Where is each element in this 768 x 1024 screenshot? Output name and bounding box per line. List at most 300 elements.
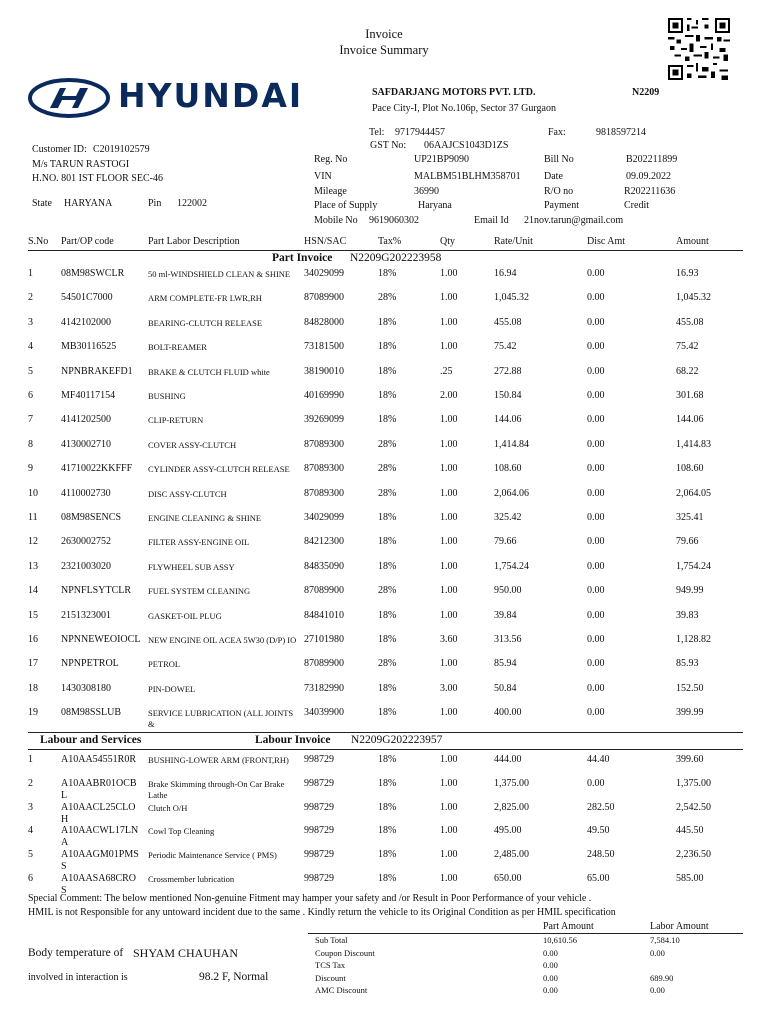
labor-amount-header: Labor Amount <box>650 921 709 932</box>
cell-sno: 7 <box>28 414 33 426</box>
cell-amount: 1,414.83 <box>676 438 711 450</box>
payment-label: Payment <box>544 200 579 211</box>
cell-desc: BRAKE & CLUTCH FLUID white <box>148 366 270 377</box>
cell-hsn: 84835090 <box>304 560 344 572</box>
cell-hsn: 84828000 <box>304 316 344 328</box>
labour-invoice-number: N2209G202223957 <box>351 734 443 746</box>
cell-amount: 445.50 <box>676 825 704 837</box>
cell-desc: Periodic Maintenance Service ( PMS) <box>148 850 277 861</box>
cell-desc: PETROL <box>148 659 181 670</box>
cell-desc: Crossmember lubrication <box>148 874 235 884</box>
cell-qty: 1.00 <box>440 438 458 450</box>
cell-amount: 85.93 <box>676 658 699 670</box>
cell-qty: 1.00 <box>440 341 458 353</box>
date-value: 09.09.2022 <box>626 171 671 182</box>
cell-rate: 75.42 <box>494 341 517 353</box>
cell-code: 4142102000 <box>61 316 111 328</box>
cell-hsn: 87089900 <box>304 292 344 304</box>
body-temp-label: Body temperature of <box>28 947 124 959</box>
cell-disc: 0.00 <box>587 560 605 572</box>
cell-disc: 248.50 <box>587 849 615 861</box>
state-label: State <box>32 198 52 209</box>
pin-label: Pin <box>148 198 162 209</box>
cell-sno: 5 <box>28 849 33 861</box>
cell-code: 4141202500 <box>61 414 111 426</box>
cell-desc: ARM COMPLETE-FR LWR,RH <box>148 293 262 304</box>
col-tax: Tax% <box>378 236 402 247</box>
cell-sno: 14 <box>28 585 38 597</box>
cell-qty: 1.00 <box>440 754 458 765</box>
cell-hsn: 998729 <box>304 849 334 861</box>
cell-sno: 6 <box>28 390 33 401</box>
cell-amount: 79.66 <box>676 536 699 548</box>
gst-label: GST No: <box>370 140 407 151</box>
cell-tax: 18% <box>378 801 397 813</box>
cell-hsn: 87089300 <box>304 463 344 475</box>
cell-tax: 18% <box>378 634 397 645</box>
cell-rate: 79.66 <box>494 536 517 548</box>
summary-label: TCS Tax <box>315 960 346 971</box>
cell-sno: 15 <box>28 609 38 621</box>
cell-code: A10AAGM01PMSS <box>61 849 139 873</box>
cell-rate: 272.88 <box>494 365 522 377</box>
cell-sno: 18 <box>28 682 38 694</box>
fax-label: Fax: <box>548 127 566 138</box>
cell-code: 54501C7000 <box>61 292 113 304</box>
col-hsn: HSN/SAC <box>304 236 347 247</box>
cell-sno: 2 <box>28 292 33 304</box>
cell-hsn: 998729 <box>304 801 334 813</box>
cell-tax: 28% <box>378 438 397 450</box>
cell-sno: 10 <box>28 487 38 499</box>
cell-desc: Cowl Top Cleaning <box>148 826 215 837</box>
cell-amount: 399.99 <box>676 707 704 719</box>
cell-code: 4110002730 <box>61 487 111 499</box>
cell-qty: 1.00 <box>440 560 458 572</box>
col-rate: Rate/Unit <box>494 236 533 247</box>
summary-label: Sub Total <box>315 935 348 945</box>
cell-tax: 18% <box>378 777 397 789</box>
cell-tax: 18% <box>378 682 397 694</box>
cell-amount: 1,045.32 <box>676 292 711 304</box>
cell-qty: 1.00 <box>440 292 458 304</box>
mobile-value: 9619060302 <box>369 215 419 226</box>
cell-code: MF40117154 <box>61 390 116 401</box>
cell-amount: 455.08 <box>676 316 704 328</box>
cell-qty: 3.60 <box>440 634 458 645</box>
cell-rate: 1,754.24 <box>494 560 529 572</box>
cell-tax: 18% <box>378 560 397 572</box>
cell-qty: 1.00 <box>440 658 458 670</box>
cell-code: 2630002752 <box>61 536 111 548</box>
cell-disc: 65.00 <box>587 873 610 884</box>
cell-disc: 0.00 <box>587 658 605 670</box>
cell-disc: 49.50 <box>587 825 610 837</box>
cell-qty: 1.00 <box>440 585 458 597</box>
summary-divider <box>308 933 743 934</box>
cell-disc: 0.00 <box>587 365 605 377</box>
ro-label: R/O no <box>544 186 574 197</box>
cell-code: A10AACL25CLOH <box>61 801 136 825</box>
cell-qty: 1.00 <box>440 873 458 884</box>
cell-amount: 301.68 <box>676 390 704 401</box>
cell-qty: 1.00 <box>440 536 458 548</box>
cell-hsn: 87089300 <box>304 438 344 450</box>
cell-desc: COVER ASSY-CLUTCH <box>148 439 237 450</box>
cell-rate: 39.84 <box>494 609 517 621</box>
cell-code: A10AA54551R0R <box>61 754 137 765</box>
part-amount-header: Part Amount <box>543 921 594 932</box>
cell-tax: 18% <box>378 754 397 765</box>
cell-tax: 18% <box>378 365 397 377</box>
summary-part-amount: 0.00 <box>543 972 558 983</box>
cell-tax: 18% <box>378 609 397 621</box>
cell-hsn: 73181500 <box>304 341 344 353</box>
cell-hsn: 87089900 <box>304 585 344 597</box>
document-title: Invoice <box>365 27 403 41</box>
summary-part-amount: 0.00 <box>543 960 558 971</box>
cell-code: MB30116525 <box>61 341 117 353</box>
cell-amount: 2,064.05 <box>676 487 711 499</box>
cell-hsn: 73182990 <box>304 682 344 694</box>
cell-qty: 1.00 <box>440 609 458 621</box>
part-invoice-label: Part Invoice <box>272 252 333 264</box>
cell-rate: 16.94 <box>494 268 517 279</box>
cell-tax: 18% <box>378 849 397 861</box>
cell-tax: 18% <box>378 536 397 548</box>
cell-code: A10AABR01OCBL <box>61 777 137 801</box>
cell-qty: 1.00 <box>440 777 458 789</box>
interaction-label: involved in interaction is <box>28 972 128 983</box>
cell-desc: PIN-DOWEL <box>148 683 196 694</box>
cell-disc: 44.40 <box>587 754 610 765</box>
cell-qty: 1.00 <box>440 512 458 523</box>
cell-sno: 4 <box>28 341 33 353</box>
cell-rate: 2,825.00 <box>494 801 529 813</box>
cell-sno: 12 <box>28 536 38 548</box>
comment-line-1: Special Comment: The below mentioned Non-genuine Fitment may hamper your safety and /or Result in Poor Performance of your vehicle . <box>28 893 592 904</box>
summary-labor-amount: 0.00 <box>650 947 665 958</box>
cell-code: 2321003020 <box>61 560 111 572</box>
cell-desc: SERVICE LUBRICATION (ALL JOINTS & <box>148 708 294 730</box>
cell-desc: Brake Skimming through-On Car Brake Lathe <box>148 778 285 800</box>
labour-divider-bottom <box>28 749 743 750</box>
cell-desc: BOLT-REAMER <box>148 342 207 353</box>
customer-id: C2019102579 <box>93 144 150 155</box>
temperature-reading: 98.2 F, Normal <box>199 971 269 983</box>
cell-sno: 3 <box>28 316 33 328</box>
cell-rate: 85.94 <box>494 658 517 670</box>
cell-rate: 444.00 <box>494 754 522 765</box>
cell-code: 08M98SENCS <box>61 512 122 523</box>
cell-rate: 2,485.00 <box>494 849 529 861</box>
cell-hsn: 87089900 <box>304 658 344 670</box>
summary-part-amount: 10,610.56 <box>543 935 577 945</box>
cell-rate: 108.60 <box>494 463 522 475</box>
cell-disc: 0.00 <box>587 682 605 694</box>
cell-amount: 949.99 <box>676 585 704 597</box>
cell-sno: 9 <box>28 463 33 475</box>
person-name: SHYAM CHAUHAN <box>133 946 239 960</box>
cell-disc: 0.00 <box>587 585 605 597</box>
cell-disc: 0.00 <box>587 414 605 426</box>
cell-amount: 75.42 <box>676 341 699 353</box>
cell-qty: 1.00 <box>440 463 458 475</box>
cell-sno: 5 <box>28 365 33 377</box>
summary-labor-amount: 689.90 <box>650 972 674 983</box>
cell-desc: GASKET-OIL PLUG <box>148 610 222 621</box>
cell-tax: 28% <box>378 463 397 475</box>
cell-rate: 325.42 <box>494 512 522 523</box>
cell-code: 08M98SWCLR <box>61 268 125 279</box>
cell-code: 41710022KKFFF <box>61 463 133 475</box>
pin-value: 122002 <box>177 198 207 209</box>
cell-disc: 0.00 <box>587 634 605 645</box>
cell-amount: 325.41 <box>676 512 704 523</box>
reg-value: UP21BP9090 <box>414 154 470 165</box>
cell-desc: FUEL SYSTEM CLEANING <box>148 586 251 597</box>
cell-hsn: 38190010 <box>304 365 344 377</box>
cell-qty: 2.00 <box>440 390 458 401</box>
summary-label: Discount <box>315 972 346 983</box>
cell-amount: 68.22 <box>676 365 699 377</box>
cell-code: 1430308180 <box>61 682 111 694</box>
cell-amount: 1,128.82 <box>676 634 711 645</box>
cell-sno: 2 <box>28 777 33 789</box>
cell-amount: 2,236.50 <box>676 849 711 861</box>
cell-tax: 18% <box>378 707 397 719</box>
cell-tax: 18% <box>378 825 397 837</box>
cell-hsn: 84841010 <box>304 609 344 621</box>
reg-label: Reg. No <box>314 154 348 165</box>
part-invoice-number: N2209G202223958 <box>350 252 442 264</box>
cell-code: NPNPETROL <box>61 658 119 670</box>
email-label: Email Id <box>474 215 509 226</box>
cell-tax: 18% <box>378 414 397 426</box>
cell-tax: 18% <box>378 341 397 353</box>
cell-hsn: 34029099 <box>304 512 344 523</box>
cell-rate: 2,064.06 <box>494 487 529 499</box>
cell-sno: 13 <box>28 560 38 572</box>
summary-label: Coupon Discount <box>315 947 375 958</box>
bill-label: Bill No <box>544 154 574 165</box>
cell-sno: 6 <box>28 873 33 884</box>
cell-code: NPNBRAKEFD1 <box>61 365 133 377</box>
cell-qty: 1.00 <box>440 707 458 719</box>
cell-qty: 1.00 <box>440 801 458 813</box>
summary-label: AMC Discount <box>315 985 368 996</box>
cell-desc: NEW ENGINE OIL ACEA 5W30 (D/P) IO <box>148 635 297 645</box>
cell-amount: 1,375.00 <box>676 777 711 789</box>
cell-disc: 282.50 <box>587 801 615 813</box>
cell-disc: 0.00 <box>587 777 605 789</box>
cell-disc: 0.00 <box>587 438 605 450</box>
cell-desc: BEARING-CLUTCH RELEASE <box>148 317 263 328</box>
col-sno: S.No <box>28 236 49 247</box>
supply-value: Haryana <box>418 200 452 211</box>
cell-code: 2151323001 <box>61 609 111 621</box>
summary-part-amount: 0.00 <box>543 947 558 958</box>
document-subtitle: Invoice Summary <box>339 43 429 57</box>
summary-labor-amount: 7,584.10 <box>650 935 680 945</box>
col-disc: Disc Amt <box>587 236 626 247</box>
cell-desc: DISC ASSY-CLUTCH <box>148 488 227 499</box>
dealer-address: Pace City-I, Plot No.106p, Sector 37 Gurgaon <box>372 103 556 114</box>
cell-rate: 144.06 <box>494 414 522 426</box>
cell-tax: 18% <box>378 512 397 523</box>
cell-desc: 50 ml-WINDSHIELD CLEAN & SHINE <box>148 269 291 279</box>
cell-disc: 0.00 <box>587 707 605 719</box>
state-value: HARYANA <box>64 198 113 209</box>
cell-sno: 4 <box>28 825 33 837</box>
cell-amount: 39.83 <box>676 609 699 621</box>
cell-rate: 1,375.00 <box>494 777 529 789</box>
cell-sno: 8 <box>28 438 33 450</box>
cell-amount: 1,754.24 <box>676 560 711 572</box>
cell-desc: BUSHING-LOWER ARM (FRONT,RH) <box>148 755 289 765</box>
cell-desc: CYLINDER ASSY-CLUTCH RELEASE <box>148 464 290 475</box>
mobile-label: Mobile No <box>314 215 358 226</box>
cell-disc: 0.00 <box>587 536 605 548</box>
col-code: Part/OP code <box>61 236 114 247</box>
customer-id-label: Customer ID: <box>32 144 87 155</box>
cell-hsn: 34029099 <box>304 268 344 279</box>
cell-tax: 28% <box>378 292 397 304</box>
cell-tax: 28% <box>378 487 397 499</box>
supply-label: Place of Supply <box>314 200 378 211</box>
cell-amount: 144.06 <box>676 414 704 426</box>
cell-qty: 1.00 <box>440 414 458 426</box>
cell-amount: 2,542.50 <box>676 801 711 813</box>
cell-qty: 3.00 <box>440 682 458 694</box>
cell-desc: Clutch O/H <box>148 802 188 813</box>
cell-hsn: 40169990 <box>304 390 344 401</box>
cell-tax: 18% <box>378 268 397 279</box>
cell-rate: 313.56 <box>494 634 522 645</box>
cell-hsn: 998729 <box>304 754 334 765</box>
cell-sno: 1 <box>28 268 33 279</box>
cell-sno: 19 <box>28 707 38 719</box>
vin-value: MALBM51BLHM358701 <box>414 171 521 182</box>
cell-qty: 1.00 <box>440 849 458 861</box>
vin-label: VIN <box>314 171 332 182</box>
date-label: Date <box>544 171 563 182</box>
cell-hsn: 84212300 <box>304 536 344 548</box>
mileage-label: Mileage <box>314 186 347 197</box>
customer-name: M/s TARUN RASTOGI <box>32 159 130 170</box>
cell-rate: 150.84 <box>494 390 522 401</box>
cell-qty: 1.00 <box>440 316 458 328</box>
cell-code: A10AACWL17LNA <box>61 825 139 849</box>
cell-rate: 1,414.84 <box>494 438 529 450</box>
cell-qty: 1.00 <box>440 487 458 499</box>
cell-qty: 1.00 <box>440 825 458 837</box>
cell-hsn: 87089300 <box>304 487 344 499</box>
cell-disc: 0.00 <box>587 463 605 475</box>
cell-rate: 455.08 <box>494 316 522 328</box>
comment-line-2: HMIL is not Responsible for any untoward incident due to the same . Kindly return the vehicle to its Original Condition as per HMIL specification <box>28 907 616 918</box>
doc-number: N2209 <box>632 87 660 98</box>
summary-labor-amount: 0.00 <box>650 985 665 996</box>
cell-tax: 18% <box>378 316 397 328</box>
cell-amount: 399.60 <box>676 754 704 765</box>
labour-invoice-label: Labour Invoice <box>255 734 331 746</box>
cell-rate: 50.84 <box>494 682 517 694</box>
cell-amount: 108.60 <box>676 463 704 475</box>
labour-divider-top <box>28 732 743 733</box>
tel-value: 9717944457 <box>395 127 445 138</box>
cell-desc: FILTER ASSY-ENGINE OIL <box>148 537 250 548</box>
cell-code: NPNNEWEOIOCL <box>61 634 141 645</box>
cell-code: A10AASA68CROS <box>61 873 137 896</box>
qr-code-icon <box>668 18 730 80</box>
cell-disc: 0.00 <box>587 609 605 621</box>
cell-sno: 3 <box>28 801 33 813</box>
cell-rate: 950.00 <box>494 585 522 597</box>
cell-qty: .25 <box>440 365 453 377</box>
cell-rate: 495.00 <box>494 825 522 837</box>
cell-hsn: 39269099 <box>304 414 344 426</box>
cell-desc: ENGINE CLEANING & SHINE <box>148 513 262 523</box>
cell-rate: 1,045.32 <box>494 292 529 304</box>
cell-disc: 0.00 <box>587 268 605 279</box>
cell-code: NPNFLSYTCLR <box>61 585 132 597</box>
col-amount: Amount <box>676 236 709 247</box>
cell-tax: 28% <box>378 585 397 597</box>
tel-label: Tel: <box>369 127 385 138</box>
cell-disc: 0.00 <box>587 316 605 328</box>
col-desc: Part Labor Description <box>148 236 240 247</box>
cell-rate: 650.00 <box>494 873 522 884</box>
mileage-value: 36990 <box>414 186 439 197</box>
col-qty: Qty <box>440 236 455 247</box>
cell-disc: 0.00 <box>587 341 605 353</box>
cell-hsn: 998729 <box>304 777 334 789</box>
cell-disc: 0.00 <box>587 512 605 523</box>
cell-hsn: 27101980 <box>304 634 344 645</box>
dealer-name: SAFDARJANG MOTORS PVT. LTD. <box>372 87 536 98</box>
customer-address: H.NO. 801 IST FLOOR SEC-46 <box>32 173 163 184</box>
cell-tax: 18% <box>378 390 397 401</box>
cell-desc: CLIP-RETURN <box>148 415 204 426</box>
cell-tax: 18% <box>378 873 397 884</box>
cell-amount: 152.50 <box>676 682 704 694</box>
labour-section-label: Labour and Services <box>40 734 142 746</box>
cell-sno: 1 <box>28 754 33 765</box>
cell-amount: 16.93 <box>676 268 699 279</box>
bill-value: B202211899 <box>626 154 678 165</box>
cell-desc: BUSHING <box>148 391 186 401</box>
summary-part-amount: 0.00 <box>543 985 558 996</box>
payment-value: Credit <box>624 200 649 211</box>
cell-desc: FLYWHEEL SUB ASSY <box>148 561 235 572</box>
cell-hsn: 34039900 <box>304 707 344 719</box>
cell-disc: 0.00 <box>587 390 605 401</box>
cell-disc: 0.00 <box>587 292 605 304</box>
cell-hsn: 998729 <box>304 825 334 837</box>
email-value: 21nov.tarun@gmail.com <box>524 215 624 226</box>
cell-sno: 11 <box>28 512 38 523</box>
brand-wordmark: HYUNDAI <box>118 76 304 115</box>
cell-rate: 400.00 <box>494 707 522 719</box>
cell-code: 08M98SSLUB <box>61 707 122 719</box>
cell-code: 4130002710 <box>61 438 111 450</box>
cell-sno: 16 <box>28 634 38 645</box>
gst-value: 06AAJCS1043D1ZS <box>424 140 509 151</box>
cell-tax: 28% <box>378 658 397 670</box>
header-divider <box>28 250 743 251</box>
cell-disc: 0.00 <box>587 487 605 499</box>
